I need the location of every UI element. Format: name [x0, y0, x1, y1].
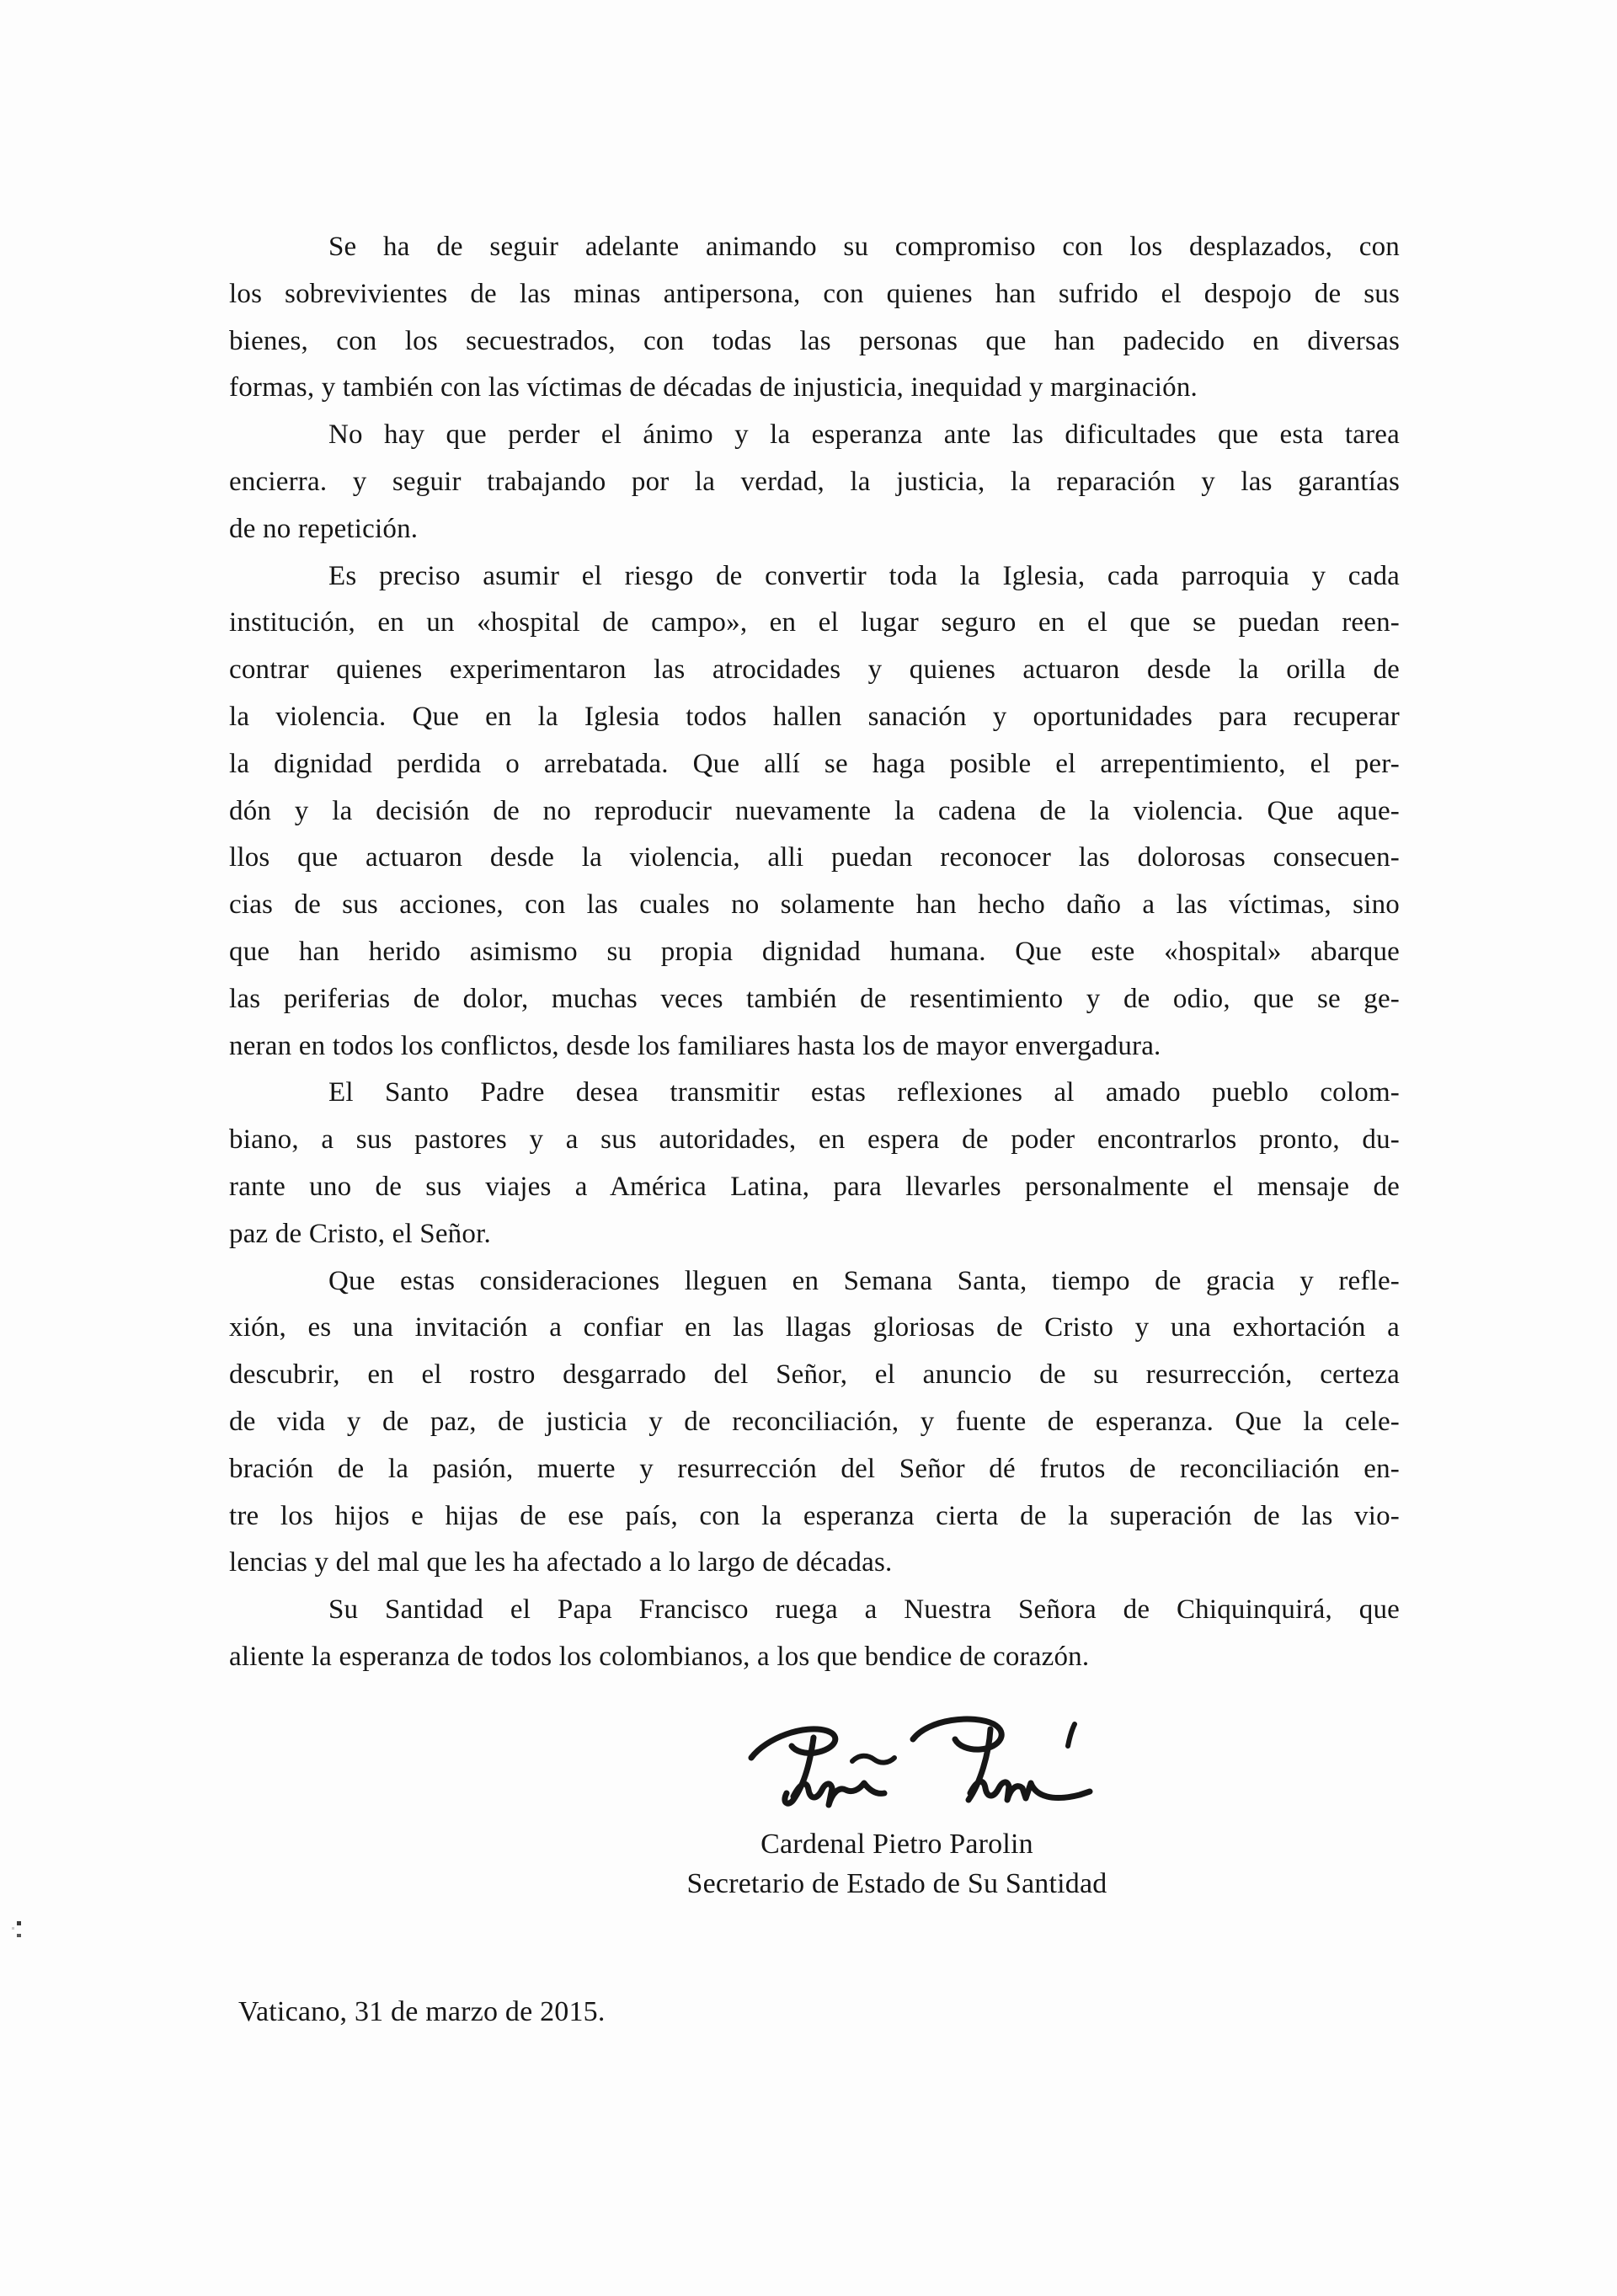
letter-line: la violencia. Que en la Iglesia todos hallen sanación y oportunidades para recuperar: [229, 701, 1400, 732]
letter-line: paz de Cristo, el Señor.: [229, 1218, 491, 1249]
date-line: Vaticano, 31 de marzo de 2015.: [238, 1996, 606, 2027]
letter-line: las periferias de dolor, muchas veces también de resentimiento y de odio, que se ge-: [229, 983, 1400, 1014]
letter-line: encierra. y seguir trabajando por la verdad, la justicia, la reparación y las garantías: [229, 466, 1400, 497]
signature-pietro-parolin-icon: [733, 1706, 1129, 1823]
letter-line: No hay que perder el ánimo y la esperanza ante las dificultades que esta tarea: [328, 419, 1400, 451]
letter-line: llos que actuaron desde la violencia, alli puedan reconocer las dolorosas consecuen-: [229, 842, 1400, 873]
letter-line: Es preciso asumir el riesgo de convertir toda la Iglesia, cada parroquia y cada: [328, 560, 1400, 591]
scan-artifact: [12, 1927, 14, 1930]
letter-line: biano, a sus pastores y a sus autoridades, en espera de poder encontrarlos pronto, du-: [229, 1124, 1400, 1156]
letter-line: neran en todos los conflictos, desde los familiares hasta los de mayor envergadura.: [229, 1030, 1161, 1061]
scan-artifact: [17, 1921, 21, 1925]
letter-line: de vida y de paz, de justicia y de reconciliación, y fuente de esperanza. Que la cele-: [229, 1406, 1400, 1437]
letter-line: lencias y del mal que les ha afectado a lo largo de décadas.: [229, 1547, 893, 1578]
letter-line: rante uno de sus viajes a América Latina, para llevarles personalmente el mensaje de: [229, 1171, 1400, 1202]
signature-block: [590, 1824, 1204, 1904]
letter-line: que han herido asimismo su propia dignidad humana. Que este «hospital» abarque: [229, 936, 1400, 967]
letter-line: institución, en un «hospital de campo», en el lugar seguro en el que se puedan reen-: [229, 607, 1400, 638]
letter-line: aliente la esperanza de todos los colombianos, a los que bendice de corazón.: [229, 1641, 1090, 1672]
letter-line: formas, y también con las víctimas de décadas de injusticia, inequidad y marginación.: [229, 372, 1198, 403]
signer-title: Secretario de Estado de Su Santidad: [686, 1868, 1107, 1899]
letter-line: Su Santidad el Papa Francisco ruega a Nuestra Señora de Chiquinquirá, que: [328, 1594, 1400, 1626]
letter-line: tre los hijos e hijas de ese país, con la esperanza cierta de la superación de las vio-: [229, 1500, 1400, 1531]
letter-line: bración de la pasión, muerte y resurrección del Señor dé frutos de reconciliación en-: [229, 1453, 1400, 1484]
letter-line: El Santo Padre desea transmitir estas reflexiones al amado pueblo colom-: [328, 1077, 1400, 1108]
signer-name: Cardenal Pietro Parolin: [760, 1829, 1033, 1860]
letter-line: contrar quienes experimentaron las atrocidades y quienes actuaron desde la orilla de: [229, 654, 1400, 686]
scan-artifact: [17, 1934, 21, 1937]
letter-line: xión, es una invitación a confiar en las llagas gloriosas de Cristo y una exhortación a: [229, 1312, 1400, 1343]
letter-line: dón y la decisión de no reproducir nuevamente la cadena de la violencia. Que aque-: [229, 795, 1400, 826]
letter-line: de no repetición.: [229, 513, 419, 544]
letter-line: la dignidad perdida o arrebatada. Que allí se haga posible el arrepentimiento, el per-: [229, 748, 1400, 779]
letter-line: cias de sus acciones, con las cuales no solamente han hecho daño a las víctimas, sino: [229, 889, 1400, 921]
letter-line: descubrir, en el rostro desgarrado del Señor, el anuncio de su resurrección, certeza: [229, 1359, 1400, 1391]
letter-line: Que estas consideraciones lleguen en Semana Santa, tiempo de gracia y refle-: [328, 1265, 1400, 1296]
letter-line: bienes, con los secuestrados, con todas las personas que han padecido en diversas: [229, 325, 1400, 356]
letter-line: Se ha de seguir adelante animando su compromiso con los desplazados, con: [328, 232, 1400, 262]
letter-body: [229, 224, 1400, 1681]
letter-line: los sobrevivientes de las minas antipersona, con quienes han sufrido el despojo de sus: [229, 278, 1400, 309]
